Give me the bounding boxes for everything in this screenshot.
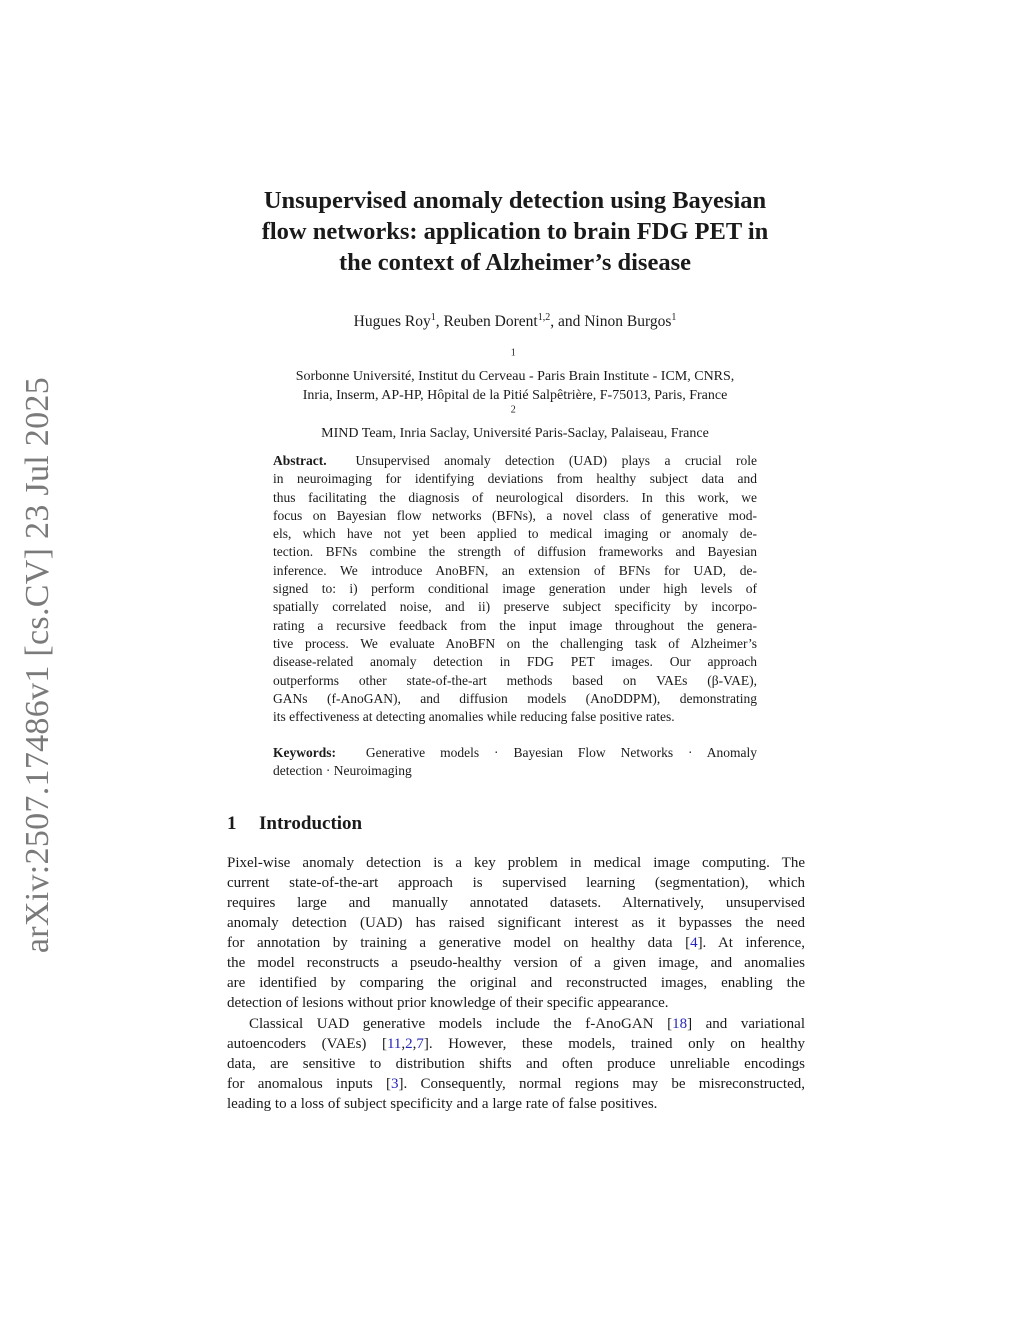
- paragraph-line: detection of lesions without prior knowledge of their specific appearance.: [227, 995, 669, 1011]
- author-affiliation-mark: 1,2: [537, 311, 551, 323]
- affiliation-1-line-1: [200, 348, 830, 386]
- author-list: [200, 313, 830, 331]
- citation-link[interactable]: 4: [690, 935, 698, 951]
- author-name: Ninon Burgos: [584, 313, 672, 330]
- title-line-1: Unsupervised anomaly detection using Bayesian: [263, 187, 767, 214]
- author-affiliation-mark: 1: [430, 311, 436, 323]
- citation-link[interactable]: 11: [386, 1036, 402, 1052]
- author-separator: ,: [435, 313, 444, 330]
- citation-link[interactable]: 7: [416, 1036, 424, 1052]
- affiliations: [200, 348, 830, 443]
- title-line-3: the context of Alzheimer’s disease: [339, 249, 691, 276]
- text-run: for anomalous inputs [: [227, 1076, 391, 1092]
- abstract-line: in neuroimaging for identifying deviations from healthy subject data and: [273, 471, 757, 487]
- section-number: 1: [227, 813, 237, 834]
- author-separator: , and: [550, 313, 585, 330]
- abstract-line: spatially correlated noise, and ii) preserve subject specificity by incorpo-: [273, 599, 757, 615]
- text-run: Classical UAD generative models include the f-AnoGAN [: [249, 1016, 673, 1032]
- paragraph-line: [227, 1074, 805, 1094]
- paragraph-line: Pixel-wise anomaly detection is a key problem in medical image computing. The: [227, 855, 805, 871]
- abstract-line: inference. We introduce AnoBFN, an extension of BFNs for UAD, de-: [273, 562, 757, 578]
- text-run: ]. At inference,: [697, 935, 805, 951]
- abstract: [273, 452, 757, 726]
- keywords-line: [273, 744, 757, 762]
- text-run: ]. However, these models, trained only on healthy: [423, 1036, 805, 1052]
- paragraph-line: [227, 1034, 805, 1054]
- title-line-2: flow networks: application to brain FDG PET in: [261, 218, 769, 245]
- author-affiliation-mark: 1: [671, 311, 677, 323]
- author-name: Hugues Roy: [353, 313, 431, 330]
- affiliation-text: Sorbonne Université, Institut du Cerveau - Paris Brain Institute - ICM, CNRS,: [295, 369, 735, 384]
- paragraph-line: [227, 1014, 805, 1034]
- section-heading: [227, 813, 362, 835]
- paragraph-line: are identified by comparing the original and reconstructed images, enabling the: [227, 975, 805, 991]
- paragraph-line: [227, 933, 805, 953]
- affiliation-text: MIND Team, Inria Saclay, Université Paris-Saclay, Palaiseau, France: [321, 426, 709, 441]
- abstract-line: signed to: i) perform conditional image generation under high levels of: [273, 581, 757, 597]
- text-run: ,: [412, 1036, 417, 1052]
- arxiv-identifier-stamp: [12, 376, 64, 954]
- section-title: Introduction: [259, 813, 363, 834]
- abstract-line: [273, 452, 757, 470]
- paper-title: [200, 185, 830, 278]
- author-name: Reuben Dorent: [443, 313, 538, 330]
- abstract-line: rating a recursive feedback from the input image throughout the genera-: [273, 617, 757, 633]
- text-run: for annotation by training a generative model on healthy data [: [227, 935, 691, 951]
- text-run: autoencoders (VAEs) [: [227, 1036, 387, 1052]
- paragraph-line: leading to a loss of subject specificity and a large rate of false positives.: [227, 1096, 658, 1112]
- affiliation-mark: 1: [510, 347, 516, 359]
- paragraph-line: anomaly detection (UAD) has raised significant interest as it bypasses the need: [227, 915, 805, 931]
- text-run: ,: [401, 1036, 406, 1052]
- paragraph-line: data, are sensitive to distribution shifts and often produce unreliable encodings: [227, 1056, 805, 1072]
- abstract-line: els, which have not yet been applied to medical imaging or anomaly de-: [273, 526, 757, 542]
- keywords-text: Generative models · Bayesian Flow Networks · Anomaly: [365, 745, 757, 760]
- arxiv-identifier-text: arXiv:2507.17486v1 [cs.CV] 23 Jul 2025: [19, 376, 56, 954]
- citation-link[interactable]: 3: [390, 1076, 399, 1092]
- intro-paragraph-2: [227, 1014, 805, 1114]
- text-run: ]. Consequently, normal regions may be misreconstructed,: [398, 1076, 805, 1092]
- affiliation-1-line-2: Inria, Inserm, AP-HP, Hôpital de la Pitié Salpêtrière, F-75013, Paris, France: [302, 388, 728, 403]
- abstract-line: thus facilitating the diagnosis of neurological disorders. In this work, we: [273, 489, 757, 505]
- abstract-line: GANs (f-AnoGAN), and diffusion models (AnoDDPM), demonstrating: [273, 690, 757, 706]
- citation-link[interactable]: 2: [405, 1036, 413, 1052]
- abstract-line: disease-related anomaly detection in FDG PET images. Our approach: [273, 654, 757, 670]
- abstract-line: outperforms other state-of-the-art methods based on VAEs (β-VAE),: [273, 672, 757, 688]
- affiliation-mark: 2: [510, 404, 516, 416]
- paragraph-line: the model reconstructs a pseudo-healthy version of a given image, and anomalies: [227, 955, 805, 971]
- abstract-line: tive process. We evaluate AnoBFN on the challenging task of Alzheimer’s: [273, 635, 757, 651]
- paragraph-line: requires large and manually annotated datasets. Alternatively, unsupervised: [227, 895, 805, 911]
- keywords-line: detection · Neuroimaging: [273, 763, 412, 779]
- abstract-line: focus on Bayesian flow networks (BFNs), a novel class of generative mod-: [273, 507, 757, 523]
- abstract-text: Unsupervised anomaly detection (UAD) plays a crucial role: [355, 453, 758, 468]
- keywords-label: Keywords:: [273, 745, 336, 760]
- citation-link[interactable]: 18: [672, 1016, 688, 1032]
- abstract-line: tection. BFNs combine the strength of diffusion frameworks and Bayesian: [273, 544, 757, 560]
- intro-paragraph-1: [227, 853, 805, 1013]
- abstract-label: Abstract.: [273, 453, 327, 468]
- paragraph-line: current state-of-the-art approach is supervised learning (segmentation), which: [227, 875, 805, 891]
- keywords: [273, 744, 757, 781]
- abstract-line: its effectiveness at detecting anomalies while reducing false positive rates.: [273, 709, 675, 725]
- affiliation-2-line-1: [200, 405, 830, 443]
- text-run: ] and variational: [687, 1016, 805, 1032]
